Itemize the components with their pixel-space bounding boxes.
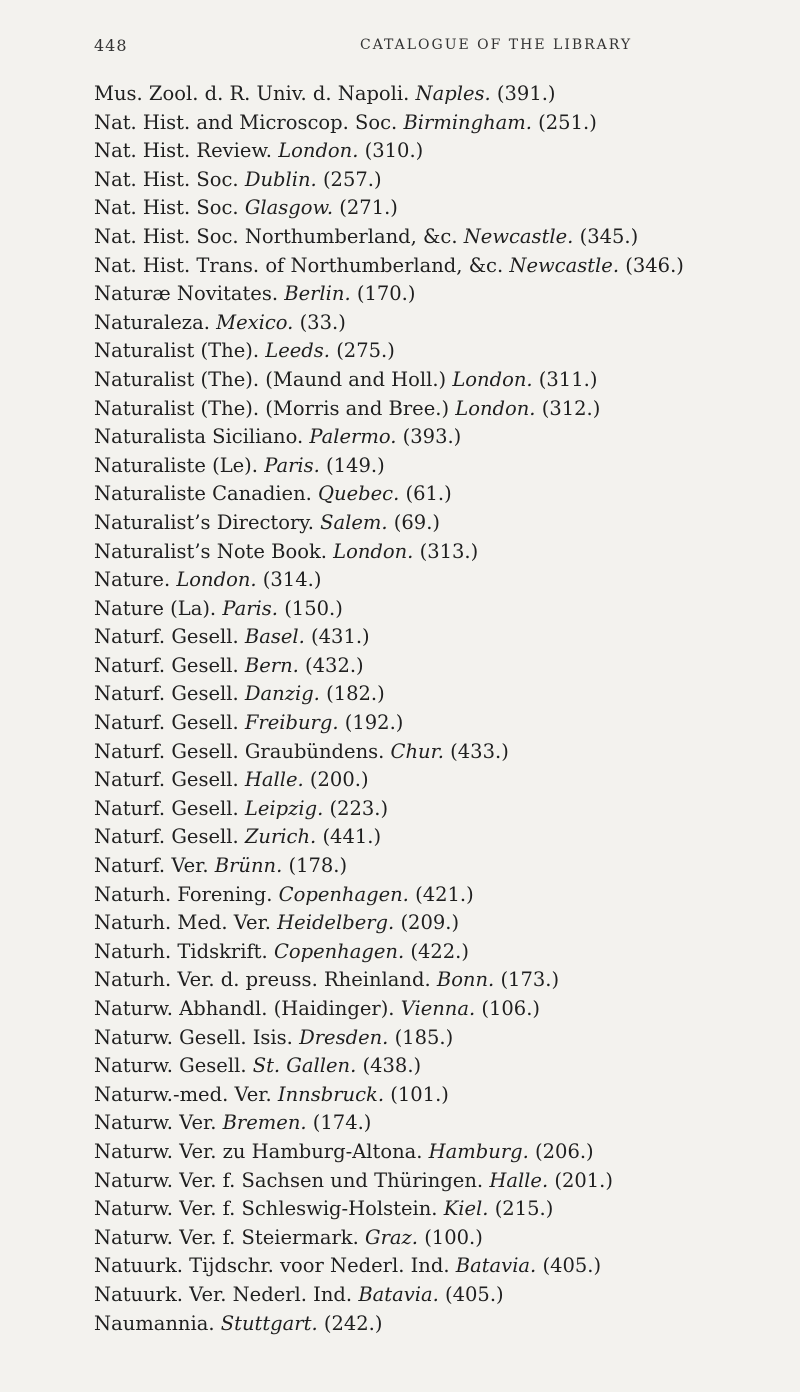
catalogue-entry-list: [94, 80, 784, 1338]
entry-place: Bern.: [244, 653, 299, 677]
entry-reference-number: (312.): [541, 396, 601, 420]
entry-title: Naturh. Forening.: [94, 882, 273, 906]
entry-reference-number: (209.): [400, 911, 460, 935]
entry-place: Bonn.: [436, 968, 495, 992]
entry-reference-number: (192.): [344, 711, 404, 735]
entry-reference-number: (170.): [356, 282, 416, 306]
entry-reference-number: (441.): [322, 825, 382, 849]
catalogue-entry: [94, 852, 784, 881]
entry-reference-number: (182.): [326, 682, 385, 706]
entry-title: Naturh. Tidskrift.: [94, 939, 268, 963]
catalogue-entry: [94, 995, 784, 1024]
entry-title: Mus. Zool. d. R. Univ. d. Napoli.: [94, 82, 410, 105]
entry-reference-number: (257.): [322, 167, 382, 191]
catalogue-entry: [94, 823, 784, 852]
running-head: [0, 36, 800, 60]
entry-reference-number: (174.): [312, 1111, 372, 1135]
entry-reference-number: (431.): [311, 625, 370, 649]
entry-title: Nat. Hist. and Microscop. Soc.: [94, 110, 398, 134]
entry-reference-number: (346.): [625, 253, 684, 277]
catalogue-entry: [94, 881, 784, 910]
catalogue-entry: [94, 1224, 784, 1253]
catalogue-entry: [94, 1252, 784, 1281]
catalogue-entry: [94, 166, 784, 195]
catalogue-entry: [94, 509, 784, 538]
catalogue-entry: [94, 680, 784, 709]
entry-reference-number: (215.): [494, 1197, 554, 1221]
entry-place: Bremen.: [222, 1111, 307, 1135]
entry-title: Naturæ Novitates.: [94, 282, 279, 306]
entry-reference-number: (310.): [364, 139, 424, 163]
entry-place: Heidelberg.: [277, 911, 395, 935]
entry-title: Naumannia.: [94, 1311, 215, 1335]
entry-reference-number: (275.): [336, 339, 395, 363]
entry-place: Salem.: [320, 510, 388, 534]
entry-title: Naturw. Ver. f. Schleswig-Holstein.: [94, 1197, 438, 1221]
catalogue-entry: [94, 309, 784, 338]
entry-reference-number: (178.): [288, 854, 348, 878]
entry-place: London.: [452, 367, 533, 391]
catalogue-entry: [94, 1024, 784, 1053]
entry-place: London.: [333, 539, 414, 563]
entry-place: Leipzig.: [244, 796, 324, 820]
catalogue-entry: [94, 1081, 784, 1110]
entry-place: London.: [278, 139, 359, 163]
catalogue-entry: [94, 966, 784, 995]
entry-reference-number: (206.): [535, 1139, 594, 1163]
entry-reference-number: (438.): [362, 1054, 422, 1078]
entry-title: Naturaliste Canadien.: [94, 482, 312, 506]
entry-title: Nat. Hist. Trans. of Northumberland, &c.: [94, 253, 504, 277]
entry-place: Kiel.: [443, 1197, 489, 1221]
entry-title: Naturf. Gesell.: [94, 653, 239, 677]
catalogue-entry: [94, 566, 784, 595]
entry-reference-number: (149.): [326, 453, 385, 477]
entry-reference-number: (311.): [538, 367, 598, 391]
catalogue-entry: [94, 1281, 784, 1310]
catalogue-entry: [94, 1052, 784, 1081]
catalogue-entry: [94, 1195, 784, 1224]
entry-reference-number: (432.): [305, 653, 364, 677]
entry-place: Graz.: [365, 1225, 418, 1249]
entry-title: Nature.: [94, 568, 171, 592]
catalogue-entry: [94, 137, 784, 166]
entry-place: Halle.: [244, 768, 304, 792]
entry-title: Naturh. Med. Ver.: [94, 911, 271, 935]
entry-title: Naturw. Ver. f. Sachsen und Thüringen.: [94, 1168, 484, 1192]
entry-reference-number: (242.): [323, 1311, 383, 1335]
entry-reference-number: (150.): [284, 596, 343, 620]
entry-reference-number: (405.): [542, 1254, 602, 1278]
entry-place: Halle.: [489, 1168, 549, 1192]
entry-place: Birmingham.: [403, 110, 532, 134]
entry-reference-number: (391.): [496, 82, 556, 105]
entry-reference-number: (61.): [405, 482, 452, 506]
entry-title: Nat. Hist. Soc.: [94, 167, 239, 191]
entry-title: Nature (La).: [94, 596, 217, 620]
entry-place: Leeds.: [265, 339, 330, 363]
catalogue-entry: [94, 280, 784, 309]
entry-title: Naturalist’s Directory.: [94, 510, 314, 534]
entry-reference-number: (33.): [299, 310, 346, 334]
entry-reference-number: (313.): [419, 539, 479, 563]
catalogue-entry: [94, 1167, 784, 1196]
entry-place: Danzig.: [244, 682, 320, 706]
catalogue-entry: [94, 595, 784, 624]
entry-title: Nat. Hist. Review.: [94, 139, 272, 163]
page-number: 448: [94, 36, 128, 55]
entry-title: Naturf. Gesell.: [94, 682, 239, 706]
entry-title: Naturw. Gesell.: [94, 1054, 247, 1078]
entry-place: Copenhagen.: [278, 882, 409, 906]
catalogue-entry: [94, 395, 784, 424]
entry-reference-number: (433.): [450, 739, 509, 763]
catalogue-entry: [94, 795, 784, 824]
entry-reference-number: (271.): [339, 196, 398, 220]
entry-title: Naturaleza.: [94, 310, 210, 334]
entry-place: Chur.: [390, 739, 444, 763]
entry-title: Naturalista Siciliano.: [94, 425, 304, 449]
entry-title: Naturalist (The). (Maund and Holl.): [94, 367, 447, 391]
entry-place: Glasgow.: [244, 196, 334, 220]
entry-place: Hamburg.: [428, 1139, 529, 1163]
entry-place: St. Gallen.: [252, 1054, 357, 1078]
catalogue-entry: [94, 1109, 784, 1138]
running-title: CATALOGUE OF THE LIBRARY: [360, 37, 633, 53]
entry-title: Naturaliste (Le).: [94, 453, 258, 477]
entry-place: Copenhagen.: [273, 939, 405, 963]
entry-reference-number: (200.): [309, 768, 369, 792]
entry-title: Natuurk. Ver. Nederl. Ind.: [94, 1282, 353, 1306]
entry-reference-number: (100.): [424, 1225, 483, 1249]
entry-title: Naturw.-med. Ver.: [94, 1082, 272, 1106]
catalogue-entry: [94, 252, 784, 281]
catalogue-entry: [94, 337, 784, 366]
entry-place: Stuttgart.: [220, 1311, 318, 1335]
entry-place: Freiburg.: [244, 711, 339, 735]
catalogue-entry: [94, 423, 784, 452]
entry-title: Naturalist’s Note Book.: [94, 539, 327, 563]
entry-place: Zurich.: [244, 825, 317, 849]
entry-reference-number: (393.): [402, 425, 462, 449]
entry-reference-number: (69.): [393, 510, 441, 534]
catalogue-entry: [94, 623, 784, 652]
catalogue-entry: [94, 480, 784, 509]
entry-title: Naturalist (The).: [94, 339, 260, 363]
entry-place: Basel.: [244, 625, 305, 649]
entry-place: Quebec.: [318, 482, 400, 506]
entry-place: Batavia.: [358, 1282, 439, 1306]
entry-title: Naturf. Gesell.: [94, 711, 239, 735]
entry-place: Newcastle.: [463, 224, 574, 248]
catalogue-entry: [94, 194, 784, 223]
entry-reference-number: (314.): [262, 568, 322, 592]
entry-title: Naturh. Ver. d. preuss. Rheinland.: [94, 968, 431, 992]
entry-place: Innsbruck.: [277, 1082, 385, 1106]
entry-reference-number: (173.): [500, 968, 560, 992]
entry-reference-number: (421.): [415, 882, 474, 906]
entry-reference-number: (345.): [579, 224, 639, 248]
entry-title: Naturf. Ver.: [94, 854, 209, 878]
entry-place: Batavia.: [455, 1254, 537, 1278]
catalogue-entry: [94, 109, 784, 138]
entry-reference-number: (405.): [445, 1282, 504, 1306]
entry-place: Brünn.: [214, 854, 283, 878]
catalogue-entry: [94, 1310, 784, 1339]
entry-title: Nat. Hist. Soc.: [94, 196, 239, 220]
entry-place: Vienna.: [400, 997, 476, 1020]
catalogue-entry: [94, 538, 784, 567]
catalogue-entry: [94, 366, 784, 395]
entry-reference-number: (101.): [390, 1082, 449, 1106]
entry-place: Newcastle.: [509, 253, 620, 277]
entry-place: Dublin.: [244, 167, 317, 191]
entry-title: Naturalist (The). (Morris and Bree.): [94, 396, 450, 420]
entry-place: Mexico.: [216, 310, 294, 334]
catalogue-entry: [94, 1138, 784, 1167]
entry-reference-number: (106.): [481, 997, 541, 1020]
entry-place: Paris.: [222, 596, 278, 620]
entry-place: London.: [455, 396, 536, 420]
catalogue-entry: [94, 652, 784, 681]
entry-reference-number: (223.): [329, 796, 389, 820]
entry-title: Naturf. Gesell.: [94, 825, 239, 849]
entry-title: Naturf. Gesell.: [94, 625, 239, 649]
catalogue-entry: [94, 452, 784, 481]
entry-title: Naturw. Abhandl. (Haidinger).: [94, 997, 395, 1020]
entry-place: Paris.: [264, 453, 320, 477]
catalogue-entry: [94, 938, 784, 967]
entry-title: Naturf. Gesell. Graubündens.: [94, 739, 385, 763]
entry-reference-number: (422.): [410, 939, 469, 963]
entry-reference-number: (251.): [538, 110, 597, 134]
entry-place: Palermo.: [309, 425, 397, 449]
catalogue-entry: [94, 909, 784, 938]
entry-place: Berlin.: [284, 282, 351, 306]
entry-title: Naturw. Ver. zu Hamburg-Altona.: [94, 1139, 423, 1163]
entry-place: Dresden.: [299, 1025, 389, 1049]
entry-title: Naturf. Gesell.: [94, 768, 239, 792]
entry-reference-number: (185.): [394, 1025, 454, 1049]
catalogue-entry: [94, 738, 784, 767]
entry-reference-number: (201.): [554, 1168, 613, 1192]
entry-title: Naturw. Ver.: [94, 1111, 217, 1135]
catalogue-entry: [94, 223, 784, 252]
catalogue-entry: [94, 766, 784, 795]
entry-title: Naturw. Gesell. Isis.: [94, 1025, 293, 1049]
catalogue-entry: [94, 709, 784, 738]
entry-title: Nat. Hist. Soc. Northumberland, &c.: [94, 224, 458, 248]
entry-place: Naples.: [415, 82, 491, 105]
catalogue-entry: [94, 80, 784, 109]
entry-title: Naturf. Gesell.: [94, 796, 239, 820]
entry-place: London.: [176, 568, 257, 592]
entry-title: Naturw. Ver. f. Steiermark.: [94, 1225, 359, 1249]
entry-title: Natuurk. Tijdschr. voor Nederl. Ind.: [94, 1254, 450, 1278]
